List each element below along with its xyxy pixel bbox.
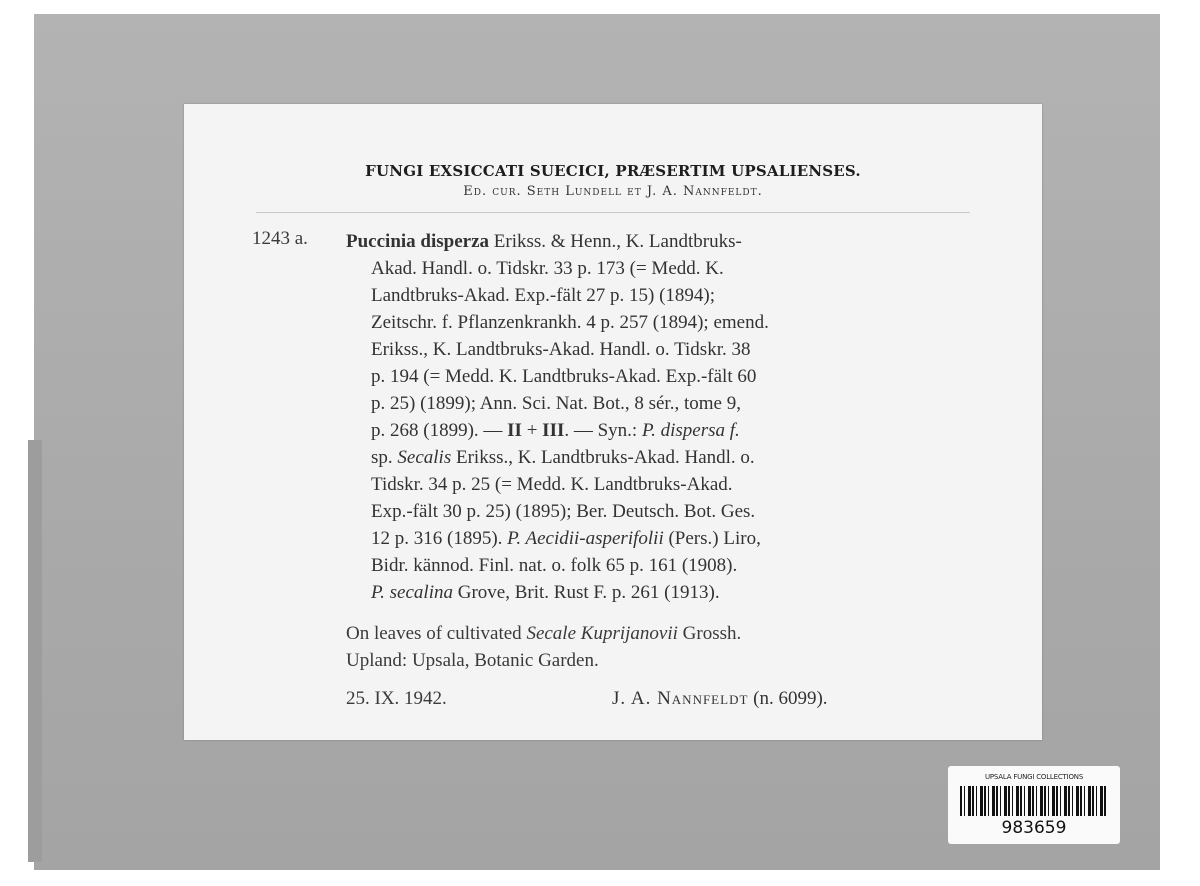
- citation-line: [346, 255, 966, 282]
- collector-number: (n. 6099).: [748, 688, 828, 709]
- barcode-caption: UPSALA FUNGI COLLECTIONS: [984, 773, 1084, 781]
- bold-text: III: [542, 420, 565, 441]
- taxon-citation: [346, 228, 966, 606]
- citation-line: [346, 444, 966, 471]
- citation-text: Erikss., K. Landtbruks-Akad. Handl. o. Tidskr. 38: [371, 339, 751, 360]
- citation-text: Grove, Brit. Rust F. p. 261 (1913).: [452, 582, 720, 603]
- citation-line: [346, 525, 966, 552]
- citation-text: Tidskr. 34 p. 25 (= Medd. K. Landtbruks-Akad.: [371, 474, 733, 495]
- collector-name: J. A. Nannfeldt: [612, 688, 749, 709]
- citation-text: Bidr. kännod. Finl. nat. o. folk 65 p. 161 (1908).: [371, 555, 738, 576]
- citation-line: [346, 498, 966, 525]
- barcode-number: 983659: [1001, 818, 1067, 838]
- barcode-label: [948, 766, 1120, 844]
- locality-line: Upland: Upsala, Botanic Garden.: [346, 650, 599, 671]
- citation-line: [346, 228, 966, 255]
- sheet-edge-shadow: [28, 440, 42, 862]
- citation-text: Landtbruks-Akad. Exp.-fält 27 p. 15) (1894);: [371, 285, 716, 306]
- italic-text: P. Aecidii-asperifolii: [507, 528, 664, 549]
- specimen-number: 1243 a.: [252, 228, 308, 249]
- citation-line: [346, 363, 966, 390]
- citation-line: [346, 471, 966, 498]
- citation-text: Akad. Handl. o. Tidskr. 33 p. 173 (= Medd. K.: [371, 258, 724, 279]
- header-rule: [256, 212, 970, 213]
- citation-line: [346, 390, 966, 417]
- host-name: Secale Kuprijanovii: [526, 623, 678, 644]
- citation-text: sp.: [371, 447, 398, 468]
- citation-line: [346, 336, 966, 363]
- collection-date: 25. IX. 1942.: [346, 688, 447, 709]
- bold-text: II: [507, 420, 522, 441]
- habitat-note: [346, 620, 966, 674]
- italic-text: P. dispersa f.: [641, 420, 740, 441]
- citation-line: [346, 552, 966, 579]
- citation-line: [346, 579, 966, 606]
- citation-text: Erikss. & Henn., K. Landtbruks-: [489, 231, 742, 252]
- specimen-label: [184, 104, 1042, 740]
- italic-text: Secalis: [397, 447, 452, 468]
- series-title: FUNGI EXSICCATI SUECICI, PRÆSERTIM UPSALIENSES.: [365, 162, 861, 180]
- citation-text: p. 194 (= Medd. K. Landtbruks-Akad. Exp.-fält 60: [371, 366, 757, 387]
- citation-text: +: [521, 420, 543, 441]
- citation-line: [346, 309, 966, 336]
- host-line: [346, 620, 966, 647]
- italic-text: P. secalina: [371, 582, 453, 603]
- citation-line: [346, 282, 966, 309]
- host-prefix: On leaves of cultivated: [346, 623, 527, 644]
- citation-text: p. 268 (1899). —: [371, 420, 508, 441]
- citation-text: Zeitschr. f. Pflanzenkrankh. 4 p. 257 (1894); emend.: [371, 312, 769, 333]
- editors-line: Ed. cur. Seth Lundell et J. A. Nannfeldt.: [463, 184, 763, 199]
- citation-line: [346, 417, 966, 444]
- citation-text: p. 25) (1899); Ann. Sci. Nat. Bot., 8 sér., tome 9,: [371, 393, 741, 414]
- collector: [612, 688, 828, 710]
- barcode-bars: [960, 786, 1108, 816]
- host-author: Grossh.: [677, 623, 742, 644]
- citation-text: . — Syn.:: [564, 420, 642, 441]
- citation-text: Erikss., K. Landtbruks-Akad. Handl. o.: [451, 447, 755, 468]
- citation-text: 12 p. 316 (1895).: [371, 528, 508, 549]
- citation-text: (Pers.) Liro,: [663, 528, 761, 549]
- bold-text: Puccinia disperza: [346, 231, 490, 252]
- citation-text: Exp.-fält 30 p. 25) (1895); Ber. Deutsch. Bot. Ges.: [371, 501, 756, 522]
